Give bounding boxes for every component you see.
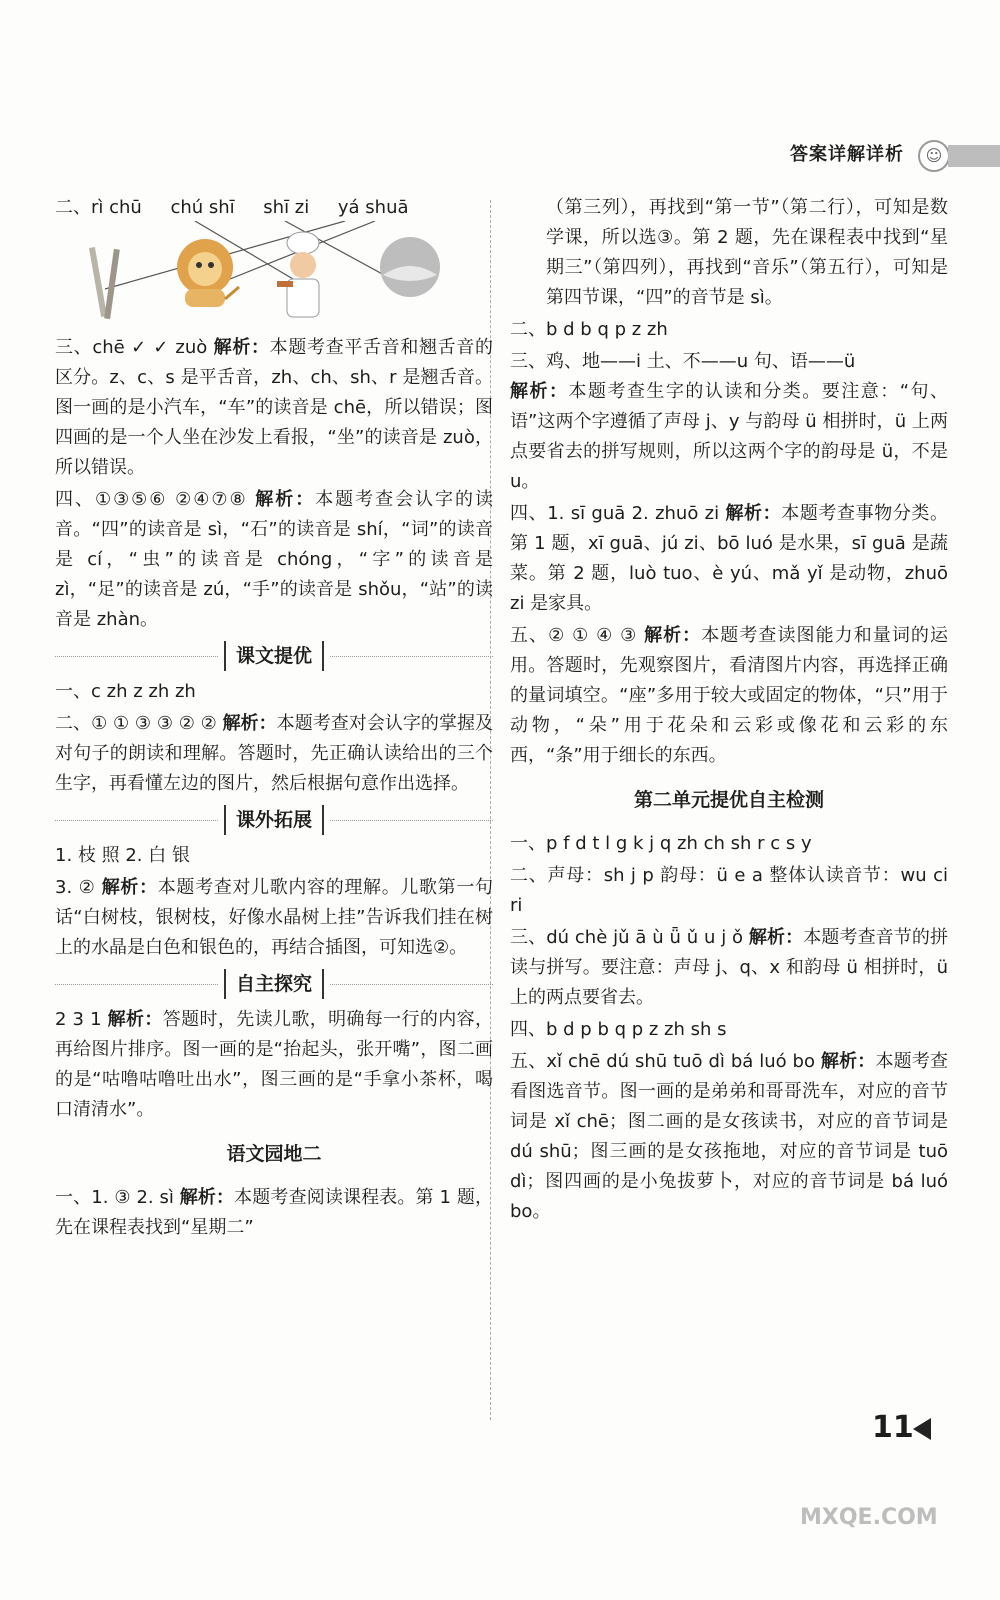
- lion-icon: [163, 227, 243, 325]
- s1-q1: 一、c zh z zh zh: [55, 681, 196, 702]
- t1: 一、p f d t l g k j q zh ch sh r c s y: [510, 833, 812, 854]
- s3: 2 3 1 解析：答题时，先读儿歌，明确每一行的内容，再给图片排序。图一画的是“抬起头，张开嘴”，图二画的是“咕噜咕噜吐出水”，图三画的是“手拿小茶杯，喝口清清水”。: [55, 1009, 494, 1120]
- chef-icon: [273, 227, 333, 325]
- s2-q12: 1. 枝 照 2. 白 银: [55, 845, 190, 866]
- title-yuwen-yuandi: 语文园地二: [226, 1143, 322, 1165]
- page-number: 11: [872, 1410, 914, 1445]
- r-q5: 五、② ① ④ ③ 解析：本题考查读图能力和量词的运用。答题时，先观察图片，看清图片内容，再选择正确的量词填空。“座”多用于较大或固定的物体，“只”用于动物，“朵”用于花朵和云彩或像花和云彩的东西，“条”用于细长的东西。: [510, 625, 948, 766]
- y1: 一、1. ③ 2. sì 解析：本题考查阅读课程表。第 1 题，先在课程表找到“星期二”: [55, 1187, 494, 1238]
- r-q3: 三、鸡、地——i 土、不——u 句、语——ü 解析：本题考查生字的认读和分类。要注意：“句、语”这两个字遵循了声母 j、y 与韵母 ü 相拼时，ü 上两点要省去的拼写规则，所以这两个字的韵母是 ü，不是 u。: [510, 351, 949, 492]
- s1-q2: 二、① ① ③ ③ ② ② 解析：本题考查对会认字的掌握及对句子的朗读和理解。答题时，先正确认读给出的三个生字，再看懂左边的图片，然后根据句意作出选择。: [55, 713, 494, 794]
- toothbrush-icon: [85, 227, 135, 325]
- q4: 四、①③⑤⑥ ②④⑦⑧ 解析：本题考查会认字的读音。“四”的读音是 sì，“石”的读音是 shí，“词”的读音是 cí，“虫”的读音是 chóng，“字”的读音是 zì，“足”的读音是 zú，“手”的读音是 shǒu，“站”的读音是 zhàn。: [55, 489, 494, 630]
- t2: 二、声母：sh j p 韵母：ü e a 整体认读音节：wu ci ri: [510, 865, 949, 916]
- s2-q3: 3. ② 解析：本题考查对儿歌内容的理解。儿歌第一句话“白树枝，银树枝，好像水晶树上挂”告诉我们挂在树上的水晶是白色和银色的，再结合插图，可知选②。: [55, 877, 494, 958]
- q2-pinyin-row: 二、rì chū chú shī shī zi yá shuā: [55, 197, 409, 218]
- t4: 四、b d p b q p z zh sh s: [510, 1019, 727, 1040]
- title-unit2-test: 第二单元提优自主检测: [633, 789, 824, 811]
- smile-icon: ☺: [918, 140, 950, 172]
- left-column: [55, 193, 493, 1245]
- t3: 三、dú chè jǔ ā ù ǖ ǔ u j ǒ 解析：本题考查音节的拼读与拼写。要注意：声母 j、q、x 和韵母 ü 相拼时，ü 上的两点要省去。: [510, 927, 949, 1008]
- header-bar: [948, 145, 1000, 167]
- q3: 三、chē ✓ ✓ zuò 解析：本题考查平舌音和翘舌音的区分。z、c、s 是平舌音，zh、ch、sh、r 是翘舌音。图一画的是小汽车，“车”的读音是 chē，所以错误；图四画的是一个人坐在沙发上看报，“坐”的读音是 zuò，所以错误。: [55, 337, 494, 478]
- page-arrow-icon: [913, 1418, 931, 1440]
- y1-continued: （第三列），再找到“第一节”（第二行），可知是数学课，所以选③。第 2 题，先在课程表中找到“星期三”（第四列），再找到“音乐”（第五行），可知是第四节课，“四”的音节是 sì。: [546, 197, 948, 308]
- section-kewen-tiyou: 课文提优: [55, 641, 493, 671]
- matching-pictures: [55, 227, 493, 325]
- t5: 五、xǐ chē dú shū tuō dì bá luó bo 解析：本题考查看图选音节。图一画的是弟弟和哥哥洗车，对应的音节词是 xǐ chē；图二画的是女孩读书，对应的音节词是 dú shū；图三画的是女孩拖地，对应的音节词是 tuō dì；图四画的是小兔拔萝卜，对应的音节词是 bá luó bo。: [510, 1051, 949, 1222]
- right-column: [510, 193, 948, 1229]
- header-label: 答案详解详析: [790, 144, 904, 165]
- section-zizhu-tanjiu: 自主探究: [55, 969, 493, 999]
- watermark: MXQE.COM: [800, 1505, 938, 1530]
- sunrise-icon: [375, 227, 445, 325]
- r-q4: 四、1. sī guā 2. zhuō zi 解析：本题考查事物分类。第 1 题，xī guā、jú zi、bō luó 是水果，sī guā 是蔬菜。第 2 题，luò tuo、è yú、mǎ yǐ 是动物，zhuō zi 是家具。: [510, 503, 949, 614]
- section-kewai-tuozhan: 课外拓展: [55, 805, 493, 835]
- r-q2: 二、b d b q p z zh: [510, 319, 668, 340]
